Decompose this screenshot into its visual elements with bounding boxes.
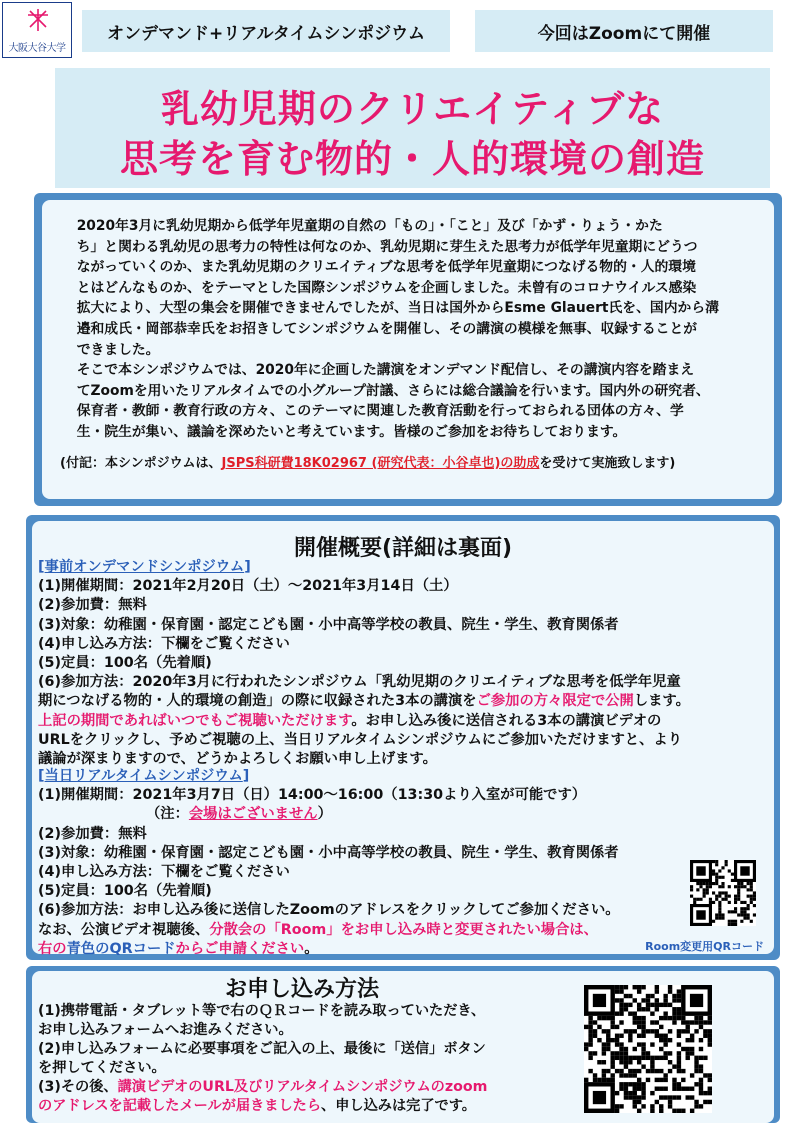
description-p1-line-2: ち」と関わる乳幼児の思考力の特性は何なのか、乳幼児期に芽生えた思考力が低学年児童期にどうつ <box>76 238 698 255</box>
application-qr-code-icon[interactable] <box>584 985 712 1113</box>
title-line-1: 乳幼児期のクリエイティブな <box>160 87 665 131</box>
description-p2-line-4: 生・院生が集い、議論を深めたいと考えています。皆様のご参加をお待ちしております。 <box>76 423 627 440</box>
room-note-apply: からご申請ください <box>175 940 305 957</box>
description-p2-line-1: そこで本シンポジウムでは、2020年に企画した講演をオンデマンド配信し、その講演内容を踏まえ <box>76 362 695 378</box>
ondemand-item-2: (2)参加費：無料 <box>38 597 147 614</box>
description-p1-line-4: とはどんなものか、をテーマとした国際シンポジウムを企画しました。未曾有のコロナウイルス感染 <box>76 279 697 296</box>
description-p1-line-1: 2020年3月に乳幼児期から低学年児童期の自然の「もの」・「こと」及び「かず・りょう・かた <box>76 218 663 234</box>
format-banner: オンデマンド+リアルタイムシンポジウム <box>82 10 450 52</box>
apply-step-3-highlight-2: のアドレスを記載したメールが届きましたら <box>38 1098 322 1114</box>
realtime-item-2: (3)対象：幼稚園・保育園・認定こども園・小中高等学校の教員、院生・学生、教育関係者 <box>38 844 619 861</box>
room-note-pre: なお、公演ビデオ視聴後、 <box>38 921 210 938</box>
realtime-section <box>38 767 693 959</box>
apply-step-2b: を押してください。 <box>38 1060 166 1076</box>
item6-line-b-end: します。 <box>633 693 690 710</box>
funding-pre: (付記：本シンポジウムは、 <box>60 456 222 471</box>
realtime-note <box>38 805 693 824</box>
ondemand-heading <box>38 558 758 577</box>
realtime-item-1: (1)開催期間：2021年3月7日（日）14:00～16:00（13:30より入室が可能です） <box>38 787 587 804</box>
item6-highlight-2: 上記の期間であればいつでもご視聴いただけます <box>38 712 352 729</box>
realtime-item-3: (4)申し込み方法：下欄をご覧ください <box>38 864 290 881</box>
apply-step-1b: お申し込みフォームへお進みください。 <box>38 1022 293 1038</box>
note-venue: 会場はございません <box>188 806 318 823</box>
room-note-highlight: 分散会の「Room」をお申し込み時と変更されたい場合は、 <box>209 921 598 938</box>
item6-highlight-1: ご参加の方々限定で公開 <box>476 693 634 710</box>
logo-mark-icon <box>25 7 51 33</box>
room-note-blue-qr: 青色のQRコード <box>66 940 176 957</box>
zoom-banner: 今回はZoomにて開催 <box>475 10 773 52</box>
ondemand-items <box>38 577 758 673</box>
description-p1-line-6: 邉和成氏・岡部恭幸氏をお招きしてシンポジウムを開催し、その講演の模様を無事、収録することが <box>76 320 698 337</box>
bracket: [ <box>38 768 45 784</box>
description-p2-line-2: てZoomを用いたリアルタイムでの小グループ討議、さらには総合議論を行います。国内外の研究者、 <box>76 382 710 399</box>
logo-text: 大阪大谷大学 <box>8 43 66 54</box>
room-note-right: 右の <box>38 940 67 957</box>
realtime-item-4: (5)定員：100名（先着順) <box>38 883 212 900</box>
ondemand-item-1: (1)開催期間：2021年2月20日（土）～2021年3月14日（土） <box>38 578 458 595</box>
ondemand-heading-text: 事前オンデマンドシンポジウム <box>44 559 245 575</box>
funding-note <box>60 452 766 471</box>
item6-line-e: 議論が深まりますので、どうかよろしくお願い申し上げます。 <box>38 751 437 768</box>
item6-line-d: URLをクリックし、予めご視聴の上、当日リアルタイムシンポジウムにご参加いただけますと、より <box>38 731 682 748</box>
note-pre: （注： <box>146 806 189 823</box>
realtime-room-note-2 <box>38 940 693 959</box>
room-change-qr-code-icon[interactable] <box>690 860 756 926</box>
item6-line-c: 。お申し込み後に送信される3本の講演ビデオの <box>351 712 662 729</box>
description-p2-line-3: 保育者・教師・教育行政の方々、このテーマに関連した教育活動を行っておられる団体の方々、学 <box>76 403 684 420</box>
item6-line-b: 期につなげる物的・人的環境の創造」の際に収録された3本の講演を <box>38 693 477 710</box>
apply-step-3-end: 、申し込みは完了です。 <box>321 1098 476 1114</box>
ondemand-item-5: (5)定員：100名（先着順) <box>38 655 212 672</box>
ondemand-item-3: (3)対象：幼稚園・保育園・認定こども園・小中高等学校の教員、院生・学生、教育関係者 <box>38 616 619 633</box>
description-paragraph-1 <box>56 216 762 360</box>
realtime-items <box>38 825 693 921</box>
bracket: [ <box>38 559 45 575</box>
bracket: ] <box>242 768 250 784</box>
funding-post: を受けて実施致します) <box>539 456 676 471</box>
funding-grant: JSPS科研費18K02967 (研究代表：小谷卓也)の助成 <box>221 456 540 471</box>
title-line-2: 思考を育む物的・人的環境の創造 <box>119 137 705 181</box>
realtime-item-5: (6)参加方法：お申し込み後に送信したZoomのアドレスをクリックしてご参加ください。 <box>38 902 620 919</box>
description-p1-line-3: ながっていくのか、また乳幼児期のクリエイティブな思考を低学年児童期につなげる物的・人的環境 <box>76 259 696 276</box>
apply-step-3-highlight: 講演ビデオのURL及びリアルタイムシンポジウムのzoom <box>117 1079 488 1095</box>
item6-line-a: (6)参加方法：2020年3月に行われたシンポジウム「乳幼児期のクリエイティブな思考を低学年児童 <box>38 674 681 691</box>
main-title <box>55 68 770 188</box>
room-note-end: 。 <box>304 940 319 957</box>
room-qr-label: Room変更用QRコード <box>645 940 764 953</box>
university-logo <box>2 2 72 58</box>
ondemand-item-6 <box>38 673 758 769</box>
realtime-heading <box>38 767 693 786</box>
apply-step-1a: (1)携帯電話・タブレット等で右のＱＲコードを読み取っていただき、 <box>38 1003 486 1019</box>
realtime-room-note <box>38 921 693 940</box>
apply-step-2a: (2)申し込みフォームに必要事項をご記入の上、最後に「送信」ボタン <box>38 1041 486 1057</box>
overview-title: 開催概要(詳細は裏面) <box>293 536 513 561</box>
description-paragraph-2 <box>56 360 762 442</box>
apply-steps <box>38 1002 578 1116</box>
realtime-item-1: (2)参加費：無料 <box>38 825 147 842</box>
note-post: ） <box>317 806 332 823</box>
apply-title: お申し込み方法 <box>224 977 379 1002</box>
apply-step-3-pre: (3)その後、 <box>38 1079 118 1095</box>
bracket: ] <box>244 559 251 575</box>
ondemand-section <box>38 558 758 769</box>
realtime-heading-text: 当日リアルタイムシンポジウム <box>44 768 243 784</box>
description-p1-line-7: できました。 <box>76 341 160 358</box>
ondemand-item-4: (4)申し込み方法：下欄をご覧ください <box>38 635 290 652</box>
description-p1-line-5: 拡大により、大型の集会を開催できませんでしたが、当日は国外からEsme Glauert氏を、国内から溝 <box>76 300 719 317</box>
